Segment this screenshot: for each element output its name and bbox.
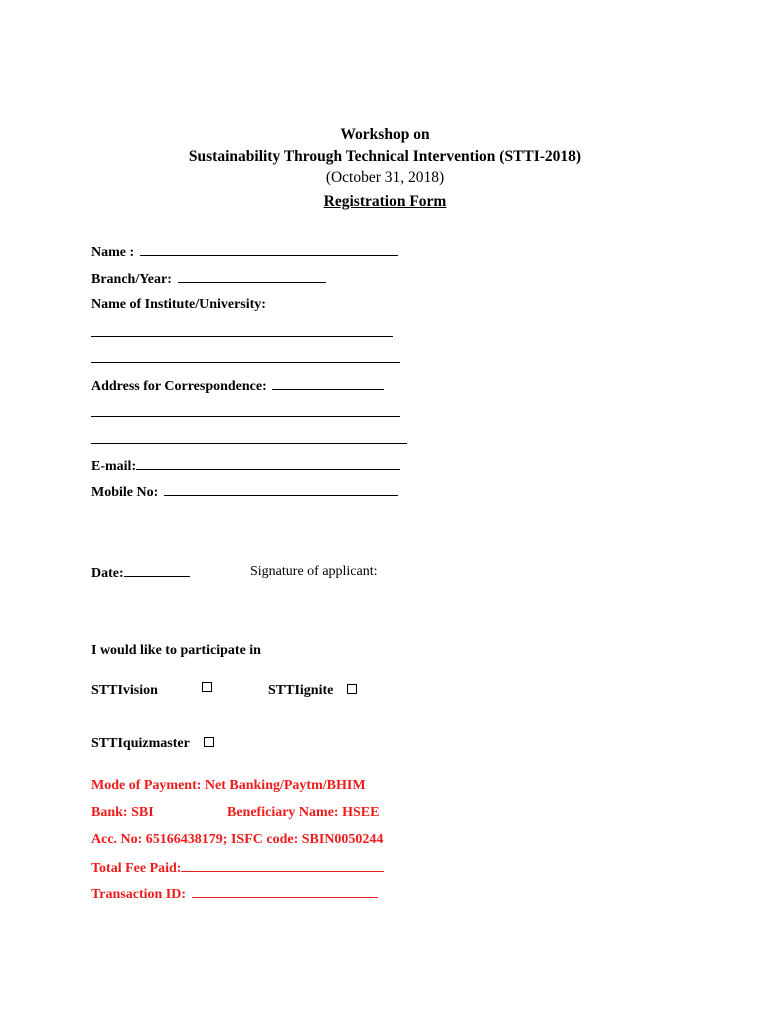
checkbox-icon — [347, 684, 357, 694]
institute-blank-line-1[interactable] — [91, 336, 393, 337]
payment-bank: Bank: SBI — [91, 805, 154, 820]
checkbox-icon — [202, 682, 212, 692]
form-title-text: Registration Form — [323, 193, 447, 210]
workshop-label: Workshop on — [340, 126, 430, 143]
sttivision-checkbox[interactable] — [202, 681, 212, 699]
option-sttiignite-label: STTIignite — [268, 683, 334, 698]
email-label: E-mail: — [91, 459, 137, 474]
name-field — [91, 243, 398, 261]
address-blank-line-3[interactable] — [91, 443, 407, 444]
mobile-field — [91, 483, 398, 501]
participation-prompt: I would like to participate in — [91, 643, 261, 658]
name-blank[interactable] — [140, 243, 398, 256]
institute-field — [91, 297, 266, 313]
checkbox-icon — [204, 737, 214, 747]
option-sttivision-label: STTIvision — [91, 683, 158, 698]
payment-transaction-field — [91, 885, 378, 903]
name-label: Name : — [91, 245, 135, 260]
payment-fee-field — [91, 859, 384, 877]
branch-year-blank[interactable] — [178, 270, 326, 283]
signature-label: Signature of applicant: — [250, 564, 378, 579]
address-blank-line-2[interactable] — [91, 416, 400, 417]
email-blank[interactable] — [136, 457, 400, 470]
date-field — [91, 564, 190, 582]
address-field — [91, 377, 384, 395]
mobile-blank[interactable] — [164, 483, 398, 496]
date-blank[interactable] — [124, 564, 190, 577]
email-field — [91, 457, 400, 475]
institute-blank-line-2[interactable] — [91, 362, 400, 363]
sttiignite-checkbox[interactable] — [347, 683, 357, 701]
payment-fee-blank[interactable] — [181, 859, 384, 872]
mobile-label: Mobile No: — [91, 485, 159, 500]
option-sttiquizmaster-label: STTIquizmaster — [91, 736, 190, 751]
address-label: Address for Correspondence: — [91, 379, 267, 394]
payment-transaction-blank[interactable] — [192, 885, 378, 898]
institute-label: Name of Institute/University: — [91, 297, 266, 312]
branch-year-field — [91, 270, 326, 288]
branch-year-label: Branch/Year: — [91, 272, 172, 287]
workshop-date: (October 31, 2018) — [325, 169, 445, 186]
payment-account: Acc. No: 65166438179; ISFC code: SBIN0050244 — [91, 832, 384, 847]
date-label: Date: — [91, 566, 124, 581]
address-blank[interactable] — [272, 377, 384, 390]
sttiquizmaster-checkbox[interactable] — [204, 736, 214, 754]
payment-beneficiary: Beneficiary Name: HSEE — [227, 805, 380, 820]
workshop-title: Sustainability Through Technical Intervention (STTI-2018) — [188, 148, 582, 165]
payment-fee-label: Total Fee Paid: — [91, 861, 182, 876]
payment-mode: Mode of Payment: Net Banking/Paytm/BHIM — [91, 778, 366, 793]
form-title — [0, 193, 770, 211]
payment-transaction-label: Transaction ID: — [91, 887, 187, 902]
